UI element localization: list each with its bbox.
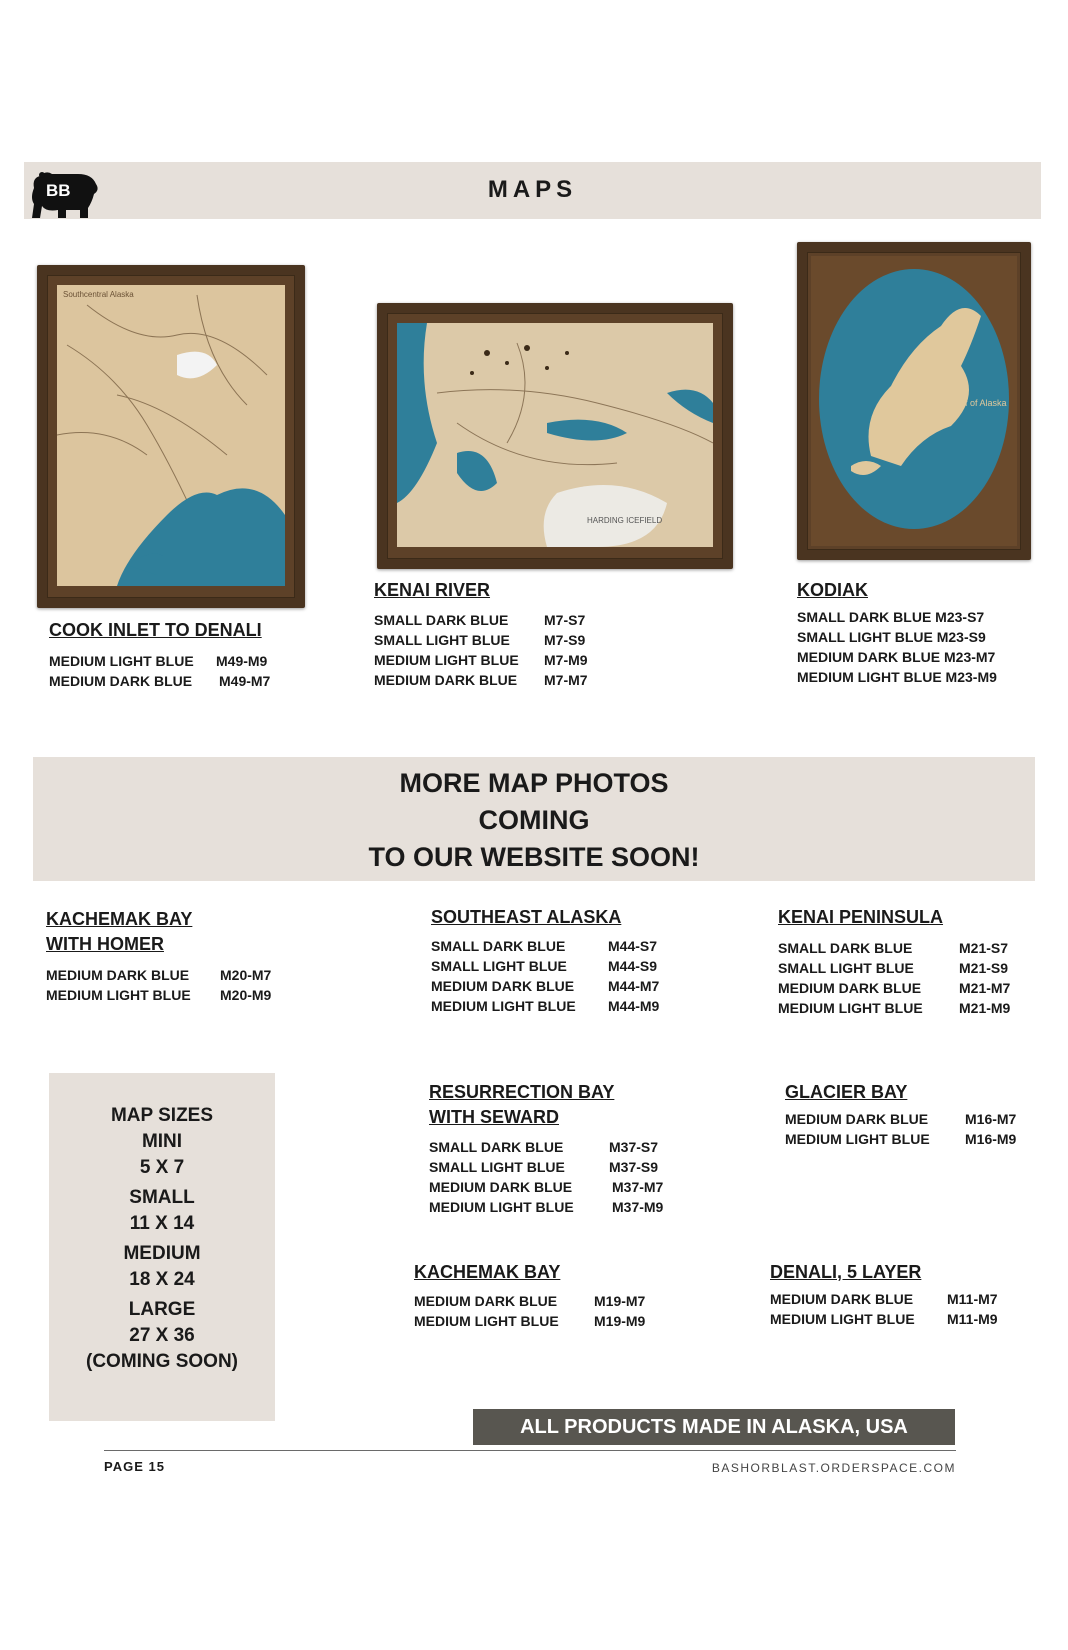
size-small-dim: 11 X 14	[129, 1213, 195, 1234]
kodiak-map-photo	[797, 242, 1031, 560]
item-name: MEDIUM LIGHT BLUE	[46, 987, 191, 1003]
item-name: SMALL LIGHT BLUE	[431, 958, 567, 974]
item-code: M37-S9	[609, 1159, 659, 1175]
product-title: KODIAK	[797, 580, 868, 600]
banner-line-3: TO OUR WEBSITE SOON!	[368, 842, 700, 872]
item-code: M37-M9	[612, 1199, 664, 1215]
banner-line-1: MORE MAP PHOTOS	[399, 768, 669, 798]
product-title: KACHEMAK BAY	[46, 909, 193, 929]
item-name: SMALL DARK BLUE	[374, 612, 509, 628]
item-code: M37-M7	[612, 1179, 664, 1195]
list-item	[431, 996, 731, 1016]
item-name: MEDIUM LIGHT BLUE	[49, 653, 194, 669]
item-name: SMALL LIGHT BLUE	[429, 1159, 565, 1175]
size-medium-dim: 18 X 24	[129, 1269, 195, 1290]
item-code: M11-M7	[947, 1291, 998, 1307]
product-title: KACHEMAK BAY	[414, 1262, 561, 1282]
product-title: KENAI PENINSULA	[778, 907, 944, 927]
item-code: M19-M7	[594, 1293, 646, 1309]
page-number: PAGE 15	[104, 1459, 165, 1474]
item-name: MEDIUM LIGHT BLUE	[778, 1000, 923, 1016]
item-code: M21-M7	[959, 980, 1011, 996]
list-item: SMALL DARK BLUE M23-S7	[797, 609, 985, 625]
list-item	[374, 670, 674, 690]
sizes-heading: MAP SIZES	[110, 1105, 214, 1126]
banner-line-2: COMING	[478, 805, 590, 835]
list-item	[414, 1311, 714, 1331]
list-item	[770, 1309, 1040, 1329]
item-code: M7-S9	[544, 632, 586, 648]
list-item	[778, 958, 1048, 978]
item-name: MEDIUM DARK BLUE	[46, 967, 190, 983]
cook-inlet-map-photo	[37, 265, 305, 608]
size-large: LARGE	[128, 1299, 196, 1320]
list-item	[46, 985, 346, 1005]
size-large-dim: 27 X 36	[129, 1325, 195, 1346]
kodiak-map-label: Gulf of Alaska	[951, 398, 1007, 408]
item-code: M7-M7	[544, 672, 588, 688]
list-item: MEDIUM DARK BLUE M23-M7	[797, 649, 996, 665]
product-kenai-river	[374, 578, 674, 690]
item-code: M49-M7	[219, 673, 271, 689]
list-item	[770, 1289, 1040, 1309]
kenai-map-label: HARDING ICEFIELD	[587, 516, 663, 525]
item-name: SMALL DARK BLUE	[429, 1139, 564, 1155]
map-sizes-box	[49, 1073, 275, 1421]
list-item	[49, 651, 349, 671]
list-item	[431, 956, 731, 976]
list-item: SMALL LIGHT BLUE M23-S9	[797, 629, 986, 645]
list-item	[429, 1137, 729, 1157]
bear-logo	[28, 168, 100, 220]
list-item	[49, 671, 349, 691]
size-mini: MINI	[141, 1131, 183, 1152]
product-kachemak-bay	[414, 1260, 714, 1331]
product-denali-5-layer	[770, 1260, 1040, 1329]
product-resurrection-bay	[429, 1080, 729, 1217]
item-code: M19-M9	[594, 1313, 646, 1329]
item-code: M16-M9	[965, 1131, 1017, 1147]
item-code: M21-M9	[959, 1000, 1011, 1016]
website-url[interactable]: BASHORBLAST.ORDERSPACE.COM	[711, 1461, 956, 1475]
product-kodiak	[797, 578, 1057, 687]
item-name: MEDIUM DARK BLUE	[49, 673, 193, 689]
made-in-alaska-banner: ALL PRODUCTS MADE IN ALASKA, USA	[473, 1409, 955, 1445]
item-name: SMALL DARK BLUE	[431, 938, 566, 954]
item-code: M37-S7	[609, 1139, 659, 1155]
product-kenai-peninsula	[778, 905, 1048, 1018]
item-code: M21-S9	[959, 960, 1009, 976]
item-name: MEDIUM DARK BLUE	[429, 1179, 573, 1195]
item-code: M20-M7	[220, 967, 272, 983]
item-name: SMALL LIGHT BLUE	[778, 960, 914, 976]
item-name: SMALL LIGHT BLUE	[374, 632, 510, 648]
list-item	[778, 998, 1048, 1018]
list-item	[374, 650, 674, 670]
item-name: SMALL DARK BLUE	[778, 940, 913, 956]
product-cook-inlet	[49, 618, 349, 691]
item-code: M44-S7	[608, 938, 658, 954]
product-subtitle: WITH HOMER	[46, 934, 164, 954]
product-subtitle: WITH SEWARD	[429, 1107, 559, 1127]
item-name: MEDIUM DARK BLUE	[414, 1293, 558, 1309]
header-band	[24, 162, 1041, 219]
list-item	[431, 936, 731, 956]
item-code: M44-M7	[608, 978, 660, 994]
item-code: M7-S7	[544, 612, 586, 628]
list-item	[46, 965, 346, 985]
product-kachemak-homer	[46, 907, 346, 1005]
list-item	[429, 1157, 729, 1177]
item-code: M44-S9	[608, 958, 658, 974]
product-title: KENAI RIVER	[374, 580, 491, 600]
list-item	[431, 976, 731, 996]
item-name: MEDIUM DARK BLUE	[431, 978, 575, 994]
item-name: MEDIUM LIGHT BLUE	[785, 1131, 930, 1147]
item-name: MEDIUM DARK BLUE	[374, 672, 518, 688]
cook-map-label: Southcentral Alaska	[63, 290, 134, 299]
size-medium: MEDIUM	[123, 1243, 201, 1264]
list-item	[778, 978, 1048, 998]
item-code: M7-M9	[544, 652, 588, 668]
item-name: MEDIUM LIGHT BLUE	[374, 652, 519, 668]
size-small: SMALL	[129, 1187, 195, 1208]
coming-soon-banner	[33, 757, 1035, 881]
item-name: MEDIUM DARK BLUE	[770, 1291, 914, 1307]
kenai-river-map-photo	[377, 303, 733, 569]
list-item	[785, 1109, 1045, 1129]
product-glacier-bay	[785, 1080, 1045, 1149]
item-name: MEDIUM DARK BLUE	[785, 1111, 929, 1127]
product-title: GLACIER BAY	[785, 1082, 908, 1102]
item-code: M21-S7	[959, 940, 1009, 956]
item-code: M44-M9	[608, 998, 660, 1014]
list-item	[429, 1197, 729, 1217]
item-name: MEDIUM LIGHT BLUE	[770, 1311, 915, 1327]
product-title: COOK INLET TO DENALI	[49, 620, 262, 640]
item-code: M20-M9	[220, 987, 272, 1003]
page-title: MAPS	[487, 176, 578, 203]
item-code: M16-M7	[965, 1111, 1017, 1127]
product-southeast-alaska	[431, 905, 731, 1016]
size-mini-dim: 5 X 7	[139, 1157, 185, 1178]
item-code: M11-M9	[947, 1311, 998, 1327]
product-title: SOUTHEAST ALASKA	[431, 907, 622, 927]
list-item	[778, 938, 1048, 958]
item-code: M49-M9	[216, 653, 268, 669]
list-item	[374, 630, 674, 650]
item-name: MEDIUM LIGHT BLUE	[431, 998, 576, 1014]
list-item	[429, 1177, 729, 1197]
item-name: MEDIUM LIGHT BLUE	[414, 1313, 559, 1329]
product-title: DENALI, 5 LAYER	[770, 1262, 922, 1282]
list-item	[414, 1291, 714, 1311]
list-item	[374, 610, 674, 630]
logo-text: BB	[46, 181, 71, 200]
product-title: RESURRECTION BAY	[429, 1082, 615, 1102]
size-large-note: (COMING SOON)	[86, 1351, 238, 1372]
list-item	[785, 1129, 1045, 1149]
footer-divider	[104, 1450, 956, 1451]
item-name: MEDIUM LIGHT BLUE	[429, 1199, 574, 1215]
item-name: MEDIUM DARK BLUE	[778, 980, 922, 996]
list-item: MEDIUM LIGHT BLUE M23-M9	[797, 669, 997, 685]
